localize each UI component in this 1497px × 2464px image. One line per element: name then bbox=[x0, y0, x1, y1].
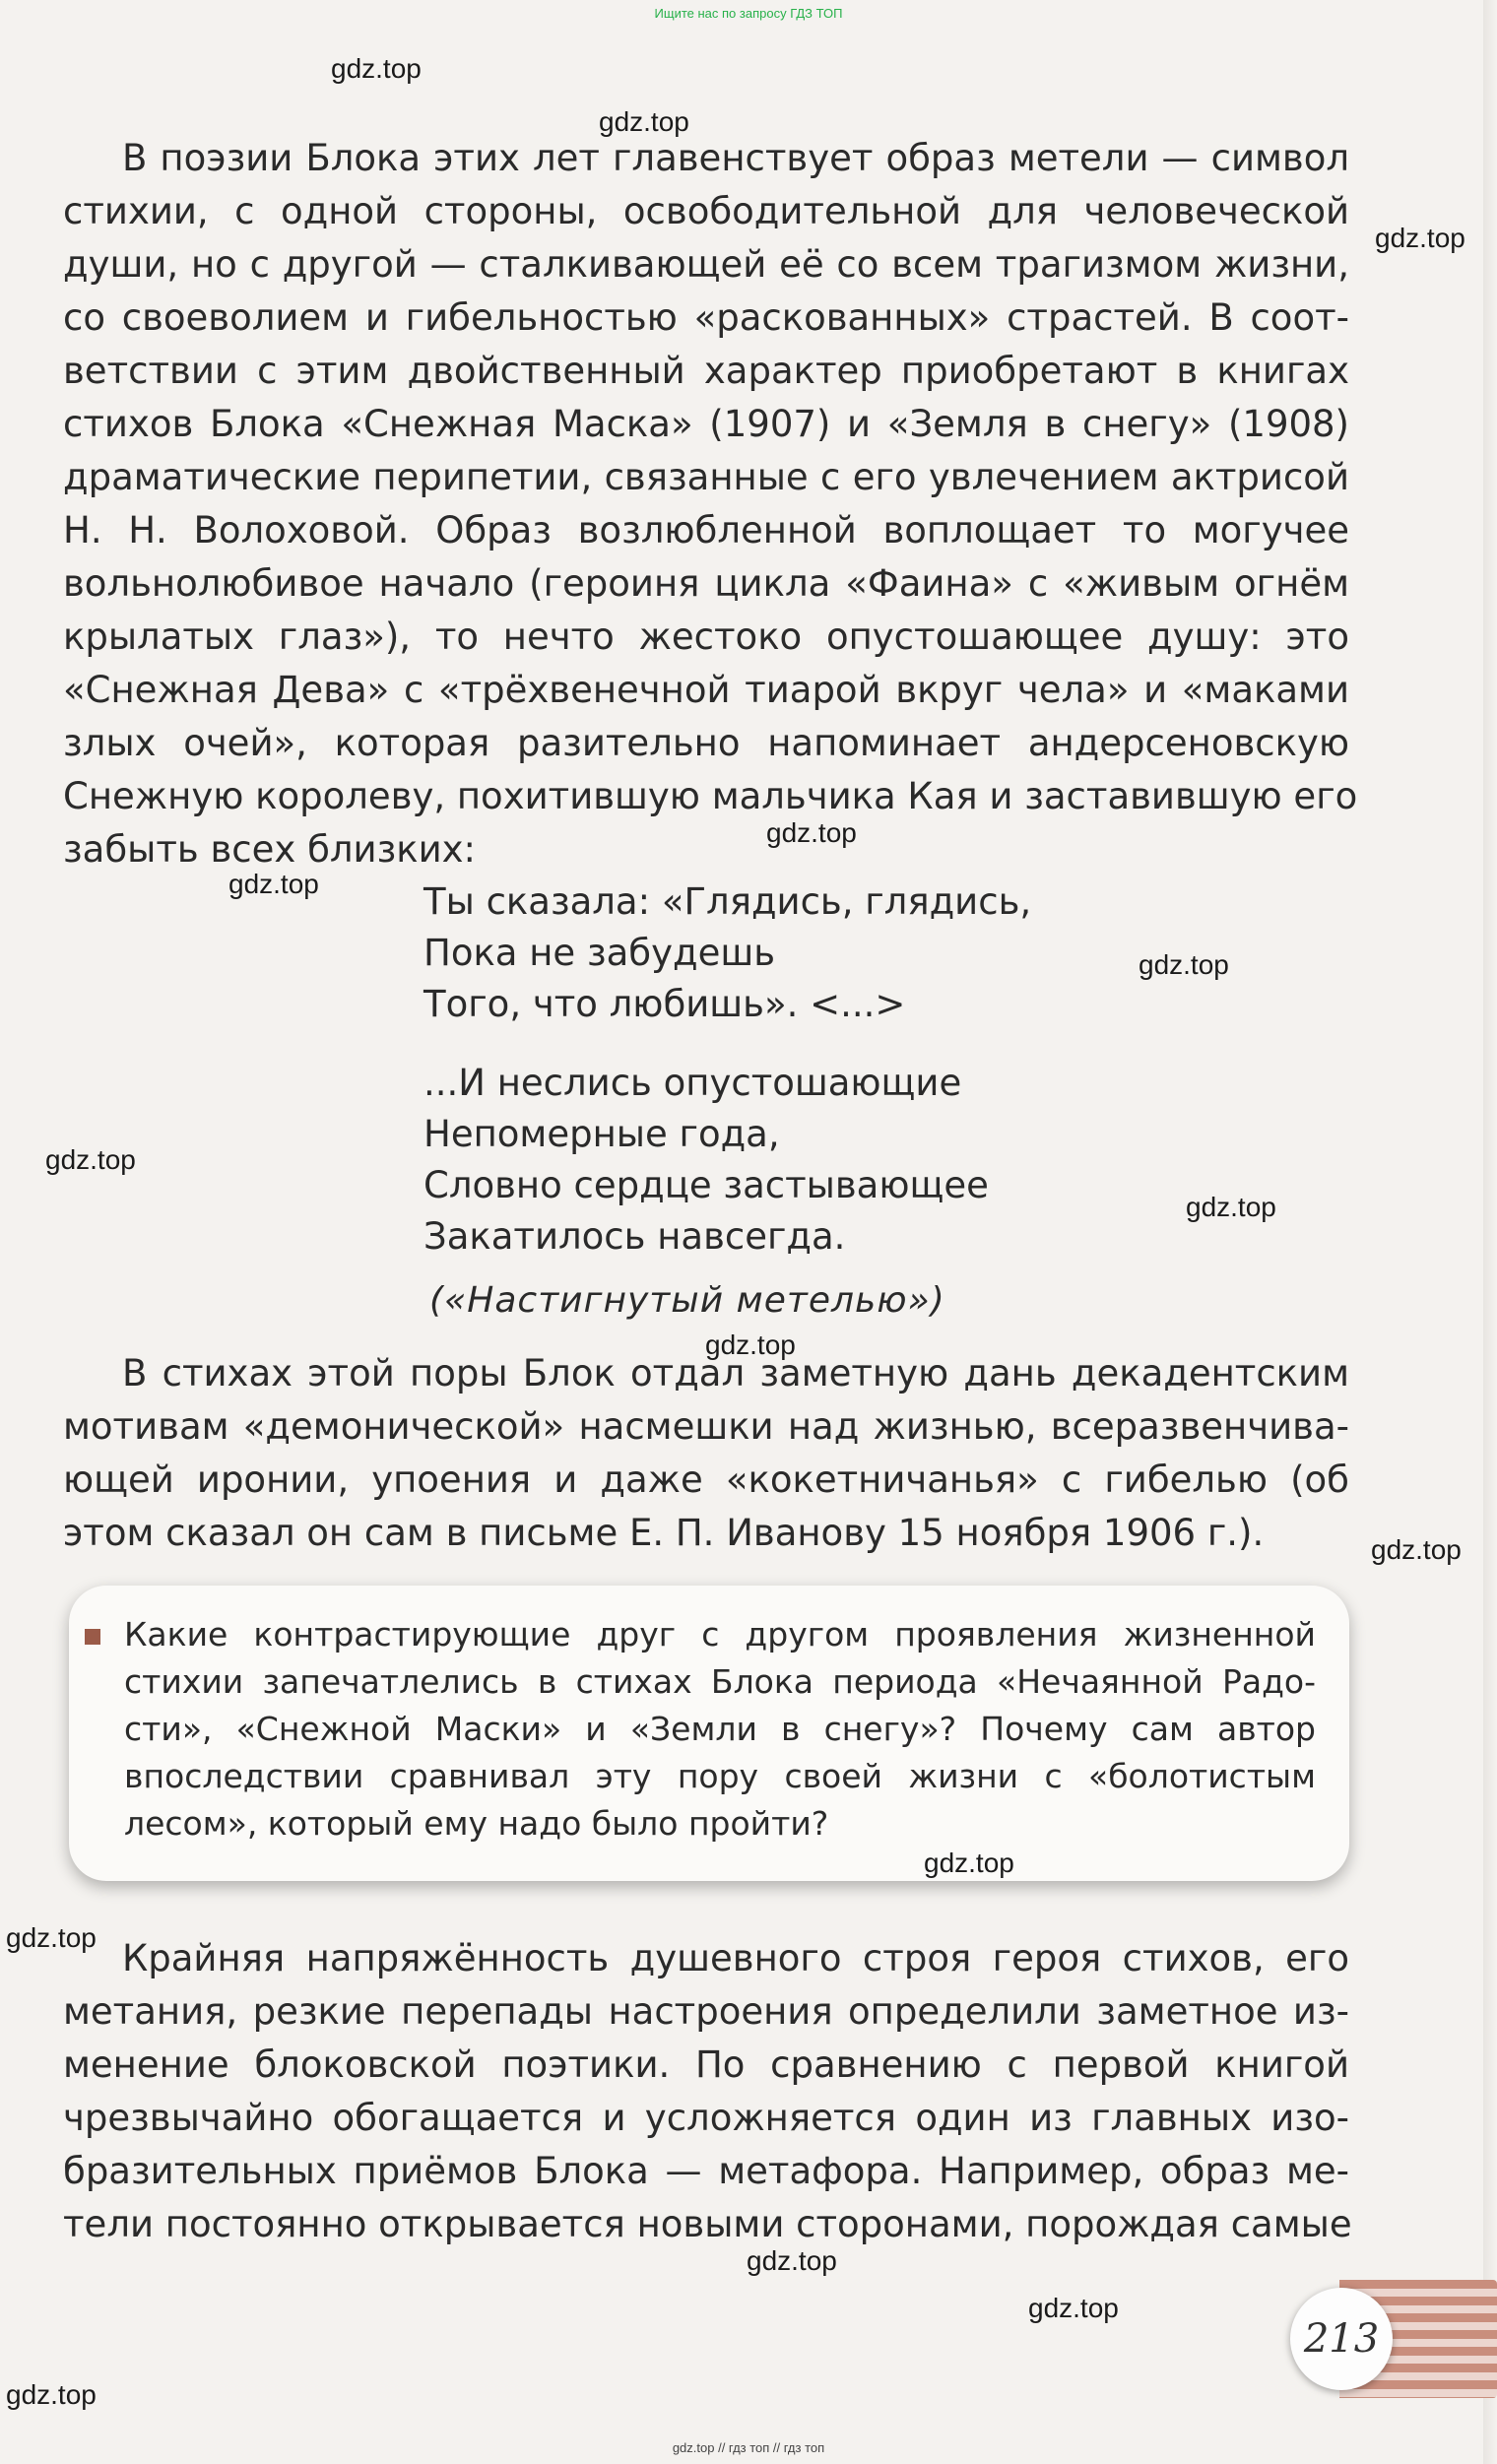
text-line: менение блоковской поэтики. По сравнению с первой книгой bbox=[63, 2043, 1349, 2086]
question-box bbox=[69, 1586, 1349, 1881]
text-line: впоследствии сравнивал эту пору своей жизни с «болотистым bbox=[124, 1757, 1316, 1795]
poem-stanza-2 bbox=[423, 1058, 989, 1263]
poem-line: Словно сердце застывающее bbox=[423, 1164, 989, 1206]
paragraph-1 bbox=[63, 132, 1358, 876]
paragraph-3 bbox=[63, 1932, 1352, 2251]
question-text bbox=[124, 1611, 1316, 1848]
text-line: мотивам «демонической» насмешки над жизнью, всеразвенчива- bbox=[63, 1405, 1349, 1448]
watermark: gdz.top bbox=[1375, 223, 1465, 253]
text-line: злых очей», которая разительно напоминает андерсеновскую bbox=[63, 722, 1349, 764]
poem-stanza-1 bbox=[423, 876, 1031, 1030]
footer-links[interactable]: gdz.top // гдз топ // гдз топ bbox=[672, 2440, 825, 2455]
text-line: стихии, с одной стороны, освободительной для человеческой bbox=[63, 190, 1349, 232]
text-line: забыть всех близких: bbox=[63, 828, 477, 871]
text-line: бразительных приёмов Блока — метафора. Например, образ ме- bbox=[63, 2150, 1349, 2192]
poem-caption: («Настигнутый метелью») bbox=[429, 1280, 945, 1321]
watermark: gdz.top bbox=[6, 1922, 97, 1953]
text-line: чрезвычайно обогащается и усложняется один из главных изо- bbox=[63, 2097, 1349, 2139]
poem-line: Непомерные года, bbox=[423, 1113, 780, 1155]
watermark: gdz.top bbox=[6, 2379, 97, 2410]
watermark: gdz.top bbox=[1186, 1192, 1276, 1222]
text-line: Какие контрастирующие друг с другом проявления жизненной bbox=[124, 1615, 1316, 1653]
text-line: В поэзии Блока этих лет главенствует образ метели — символ bbox=[122, 137, 1349, 179]
text-line: драматические перипетии, связанные с его увлечением актрисой bbox=[63, 456, 1349, 498]
text-line: вольнолюбивое начало (героиня цикла «Фаина» с «живым огнём bbox=[63, 562, 1349, 605]
header-link[interactable]: Ищите нас по запросу ГДЗ ТОП bbox=[654, 6, 843, 21]
page-number: 213 bbox=[1290, 2288, 1393, 2390]
text-line: ветствии с этим двойственный характер приобретают в книгах bbox=[63, 350, 1349, 392]
watermark: gdz.top bbox=[45, 1144, 136, 1175]
poem-line: Пока не забудешь bbox=[423, 932, 776, 974]
text-line: лесом», который ему надо было пройти? bbox=[124, 1804, 829, 1843]
poem-line: Ты сказала: «Глядись, глядись, bbox=[423, 880, 1032, 923]
watermark: gdz.top bbox=[766, 817, 857, 848]
text-line: ющей иронии, упоения и даже «кокетничанья» с гибелью (об bbox=[63, 1459, 1349, 1501]
poem-line: Закатилось навсегда. bbox=[423, 1215, 846, 1258]
text-line: этом сказал он сам в письме Е. П. Иванову 15 ноября 1906 г.). bbox=[63, 1512, 1265, 1554]
text-line: Снежную королеву, похитившую мальчика Кая и заставившую его bbox=[63, 775, 1358, 817]
watermark: gdz.top bbox=[331, 53, 422, 84]
square-bullet-icon bbox=[85, 1629, 100, 1645]
watermark: gdz.top bbox=[599, 106, 689, 137]
text-line: сти», «Снежной Маски» и «Земли в снегу»? Почему сам автор bbox=[124, 1710, 1316, 1748]
watermark: gdz.top bbox=[1139, 949, 1229, 980]
watermark: gdz.top bbox=[1028, 2293, 1119, 2323]
poem-line: ...И неслись опустошающие bbox=[423, 1062, 962, 1104]
watermark: gdz.top bbox=[1371, 1534, 1462, 1565]
text-line: со своеволием и гибельностью «раскованных» страстей. В соот- bbox=[63, 296, 1349, 339]
text-line: В стихах этой поры Блок отдал заметную дань декадентским bbox=[122, 1352, 1349, 1394]
text-line: тели постоянно открывается новыми сторонами, порождая самые bbox=[63, 2203, 1352, 2245]
watermark: gdz.top bbox=[705, 1329, 796, 1360]
paragraph-2 bbox=[63, 1347, 1349, 1560]
poem-line: Того, что любишь». <...> bbox=[423, 983, 906, 1025]
watermark: gdz.top bbox=[228, 869, 319, 899]
watermark: gdz.top bbox=[924, 1848, 1014, 1878]
text-line: метания, резкие перепады настроения определили заметное из- bbox=[63, 1990, 1349, 2033]
text-line: «Снежная Дева» с «трёхвенечной тиарой вкруг чела» и «маками bbox=[63, 669, 1349, 711]
text-line: души, но с другой — сталкивающей её со всем трагизмом жизни, bbox=[63, 243, 1349, 286]
page-edge bbox=[1483, 0, 1497, 2464]
text-line: Н. Н. Волоховой. Образ возлюбленной воплощает то могучее bbox=[63, 509, 1349, 551]
watermark: gdz.top bbox=[747, 2245, 837, 2276]
text-line: крылатых глаз»), то нечто жестоко опустошающее душу: это bbox=[63, 616, 1349, 658]
text-line: стихии запечатлелись в стихах Блока периода «Нечаянной Радо- bbox=[124, 1662, 1316, 1701]
text-line: Крайняя напряжённость душевного строя героя стихов, его bbox=[122, 1937, 1349, 1979]
text-line: стихов Блока «Снежная Маска» (1907) и «Земля в снегу» (1908) bbox=[63, 403, 1349, 445]
page-number-badge bbox=[1270, 2280, 1497, 2398]
